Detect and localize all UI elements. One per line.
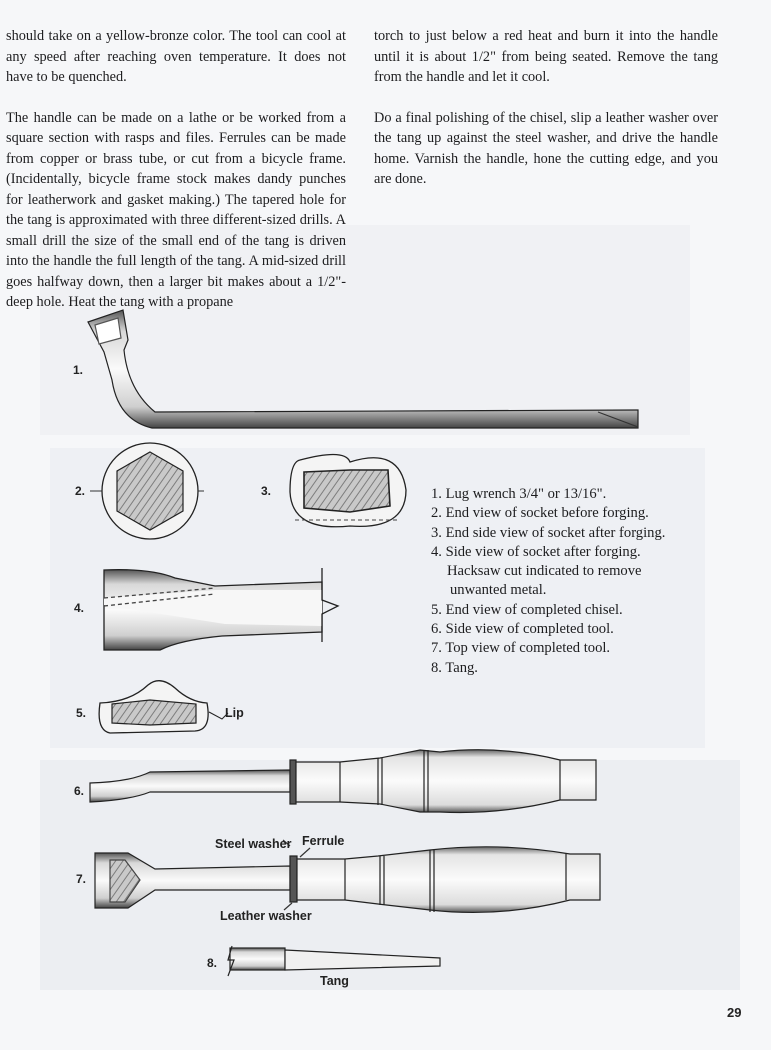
callout-steel-washer: Steel washer <box>215 837 292 851</box>
legend-item: Hacksaw cut indicated to remove <box>447 563 642 580</box>
legend-item: 6. Side view of completed tool. <box>431 621 614 638</box>
figure-number: 4. <box>74 601 85 615</box>
callout-lip: Lip <box>225 706 244 720</box>
callout-tang: Tang <box>320 974 349 988</box>
figure-number: 1. <box>73 363 84 377</box>
socket-side-view <box>104 568 338 650</box>
figure-number: 6. <box>74 784 85 798</box>
legend-item: 1. Lug wrench 3/4" or 13/16". <box>431 486 607 502</box>
callout-leather-washer: Leather washer <box>220 909 312 923</box>
completed-tool-side-view <box>90 750 596 813</box>
legend-item: 8. Tang. <box>431 659 478 676</box>
chisel-end-view <box>99 681 228 733</box>
socket-end-view-before <box>90 443 204 539</box>
completed-tool-top-view <box>95 840 600 912</box>
callout-ferrule: Ferrule <box>302 834 345 848</box>
paragraph: The handle can be made on a lathe or be worked from a square section with rasps and files. Ferrules can be made from copper or brass tube, or cut from a bicycle frame. (Incidentally, bicycle frame stock makes dandy punches for leatherwork and gasket making.) The tapered hole for the tang is approximated with three different-sized drills. A small drill the size of the small end of the tang is driven into the handle the full length of the tang. A mid-sized drill goes halfway down, then a larger bit makes about a 1/2"-deep hole. Heat the tang with a propane <box>6 109 346 310</box>
paragraph: Do a final polishing of the chisel, slip a leather washer over the tang up against the steel washer, and drive the handle home. Varnish the handle, hone the cutting edge, and you are done. <box>374 109 718 187</box>
paragraph: should take on a yellow-bronze color. The tool can cool at any speed after reaching oven temperature. It does not have to be quenched. <box>6 28 346 85</box>
legend-item: 3. End side view of socket after forging. <box>431 524 666 541</box>
figure-number: 3. <box>261 484 272 498</box>
page-number: 29 <box>727 1005 742 1020</box>
lug-wrench-drawing <box>88 310 638 428</box>
legend-item: 4. Side view of socket after forging. <box>431 543 641 560</box>
figure-legend <box>431 485 665 678</box>
legend-item: 5. End view of completed chisel. <box>431 601 623 618</box>
figure-number: 8. <box>207 956 218 970</box>
figure-number: 2. <box>75 484 86 498</box>
legend-item: 2. End view of socket before forging. <box>431 505 649 522</box>
legend-item: 7. Top view of completed tool. <box>431 640 611 657</box>
tang-drawing <box>228 946 440 976</box>
figure-number: 7. <box>76 872 87 886</box>
figure-number: 5. <box>76 706 87 720</box>
legend-item: unwanted metal. <box>450 582 547 599</box>
socket-end-view-after <box>290 454 406 526</box>
paragraph: torch to just below a red heat and burn it into the handle until it is about 1/2" from being seated. Remove the tang from the handle and let it cool. <box>374 28 718 85</box>
